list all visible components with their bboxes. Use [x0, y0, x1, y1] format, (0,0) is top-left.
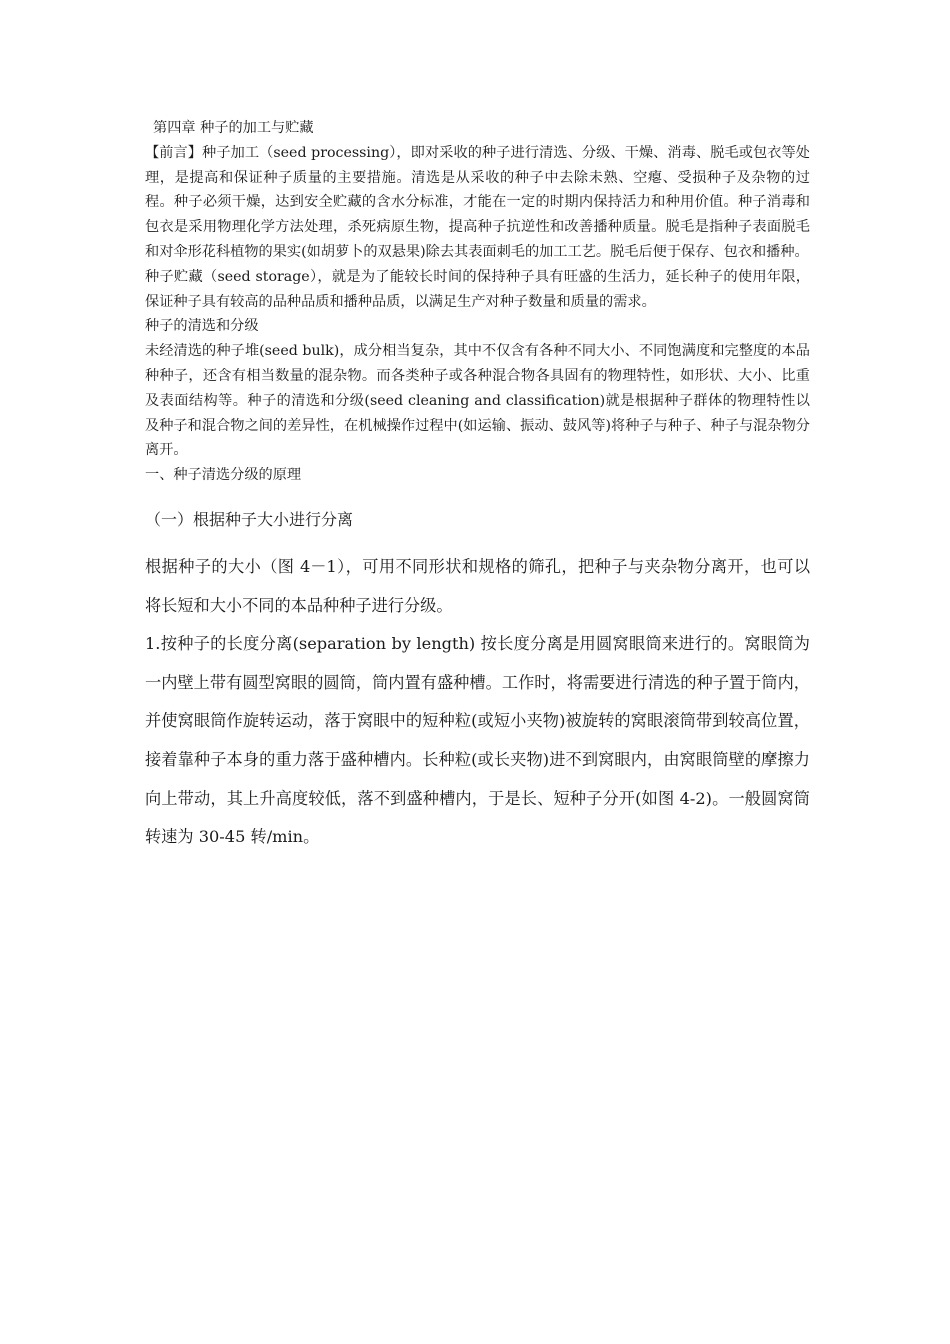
section-title: 种子的清选和分级: [145, 318, 259, 335]
document-page: [145, 116, 810, 857]
cleaning-paragraph: 未经清选的种子堆(seed bulk)，成分相当复杂，其中不仅含有各种不同大小、不同饱满度和完整度的本品种种子，还含有相当数量的混杂物。而各类种子或各种混合物各具固有的物理特性，如形状、大小、比重及表面结构等。种子的清选和分级(seed cleaning and classification)就是根据种子群体的物理特性以及种子和混合物之间的差异性，在机械操作过程中(如运输、振动、鼓风等)将种子与种子、种子与混杂物分离开。: [145, 343, 810, 459]
storage-paragraph: 种子贮藏（seed storage），就是为了能较长时间的保持种子具有旺盛的生活力，延长种子的使用年限，保证种子具有较高的品种品质和播种品质，以满足生产对种子数量和质量的需求。: [145, 268, 810, 310]
subsection-title: （一）根据种子大小进行分离: [145, 509, 354, 529]
preface-paragraph: 【前言】种子加工（seed processing），即对采收的种子进行清选、分级、干燥、消毒、脱毛或包衣等处理，是提高和保证种子质量的主要措施。清选是从采收的种子中去除未熟、空瘪、受损种子及杂物的过程。种子必须干燥，达到安全贮藏的含水分标准，才能在一定的时期内保持活力和种用价值。种子消毒和包衣是采用物理化学方法处理，杀死病原生物，提高种子抗逆性和改善播种质量。脱毛是指种子表面脱毛和对伞形花科植物的果实(如胡萝卜的双悬果)除去其表面刺毛的加工工艺。脱毛后便于保存、包衣和播种。: [145, 144, 810, 260]
chapter-title: 第四章 种子的加工与贮藏: [153, 120, 314, 136]
principle-title: 一、种子清选分级的原理: [145, 467, 302, 484]
size-paragraph: 根据种子的大小（图 4－1），可用不同形状和规格的筛孔，把种子与夹杂物分离开，也可以将长短和大小不同的本品种种子进行分级。: [145, 556, 810, 615]
length-paragraph: 1.按种子的长度分离(separation by length) 按长度分离是用圆窝眼筒来进行的。窝眼筒为一内壁上带有圆型窝眼的圆筒，筒内置有盛种槽。工作时，将需要进行清选的种子置于筒内，并使窝眼筒作旋转运动，落于窝眼中的短种粒(或短小夹物)被旋转的窝眼滚筒带到较高位置，接着靠种子本身的重力落于盛种槽内。长种粒(或长夹物)进不到窝眼内，由窝眼筒壁的摩擦力向上带动，其上升高度较低，落不到盛种槽内，于是长、短种子分开(如图 4-2)。一般圆窝筒转速为 30-45 转/min。: [145, 634, 810, 847]
